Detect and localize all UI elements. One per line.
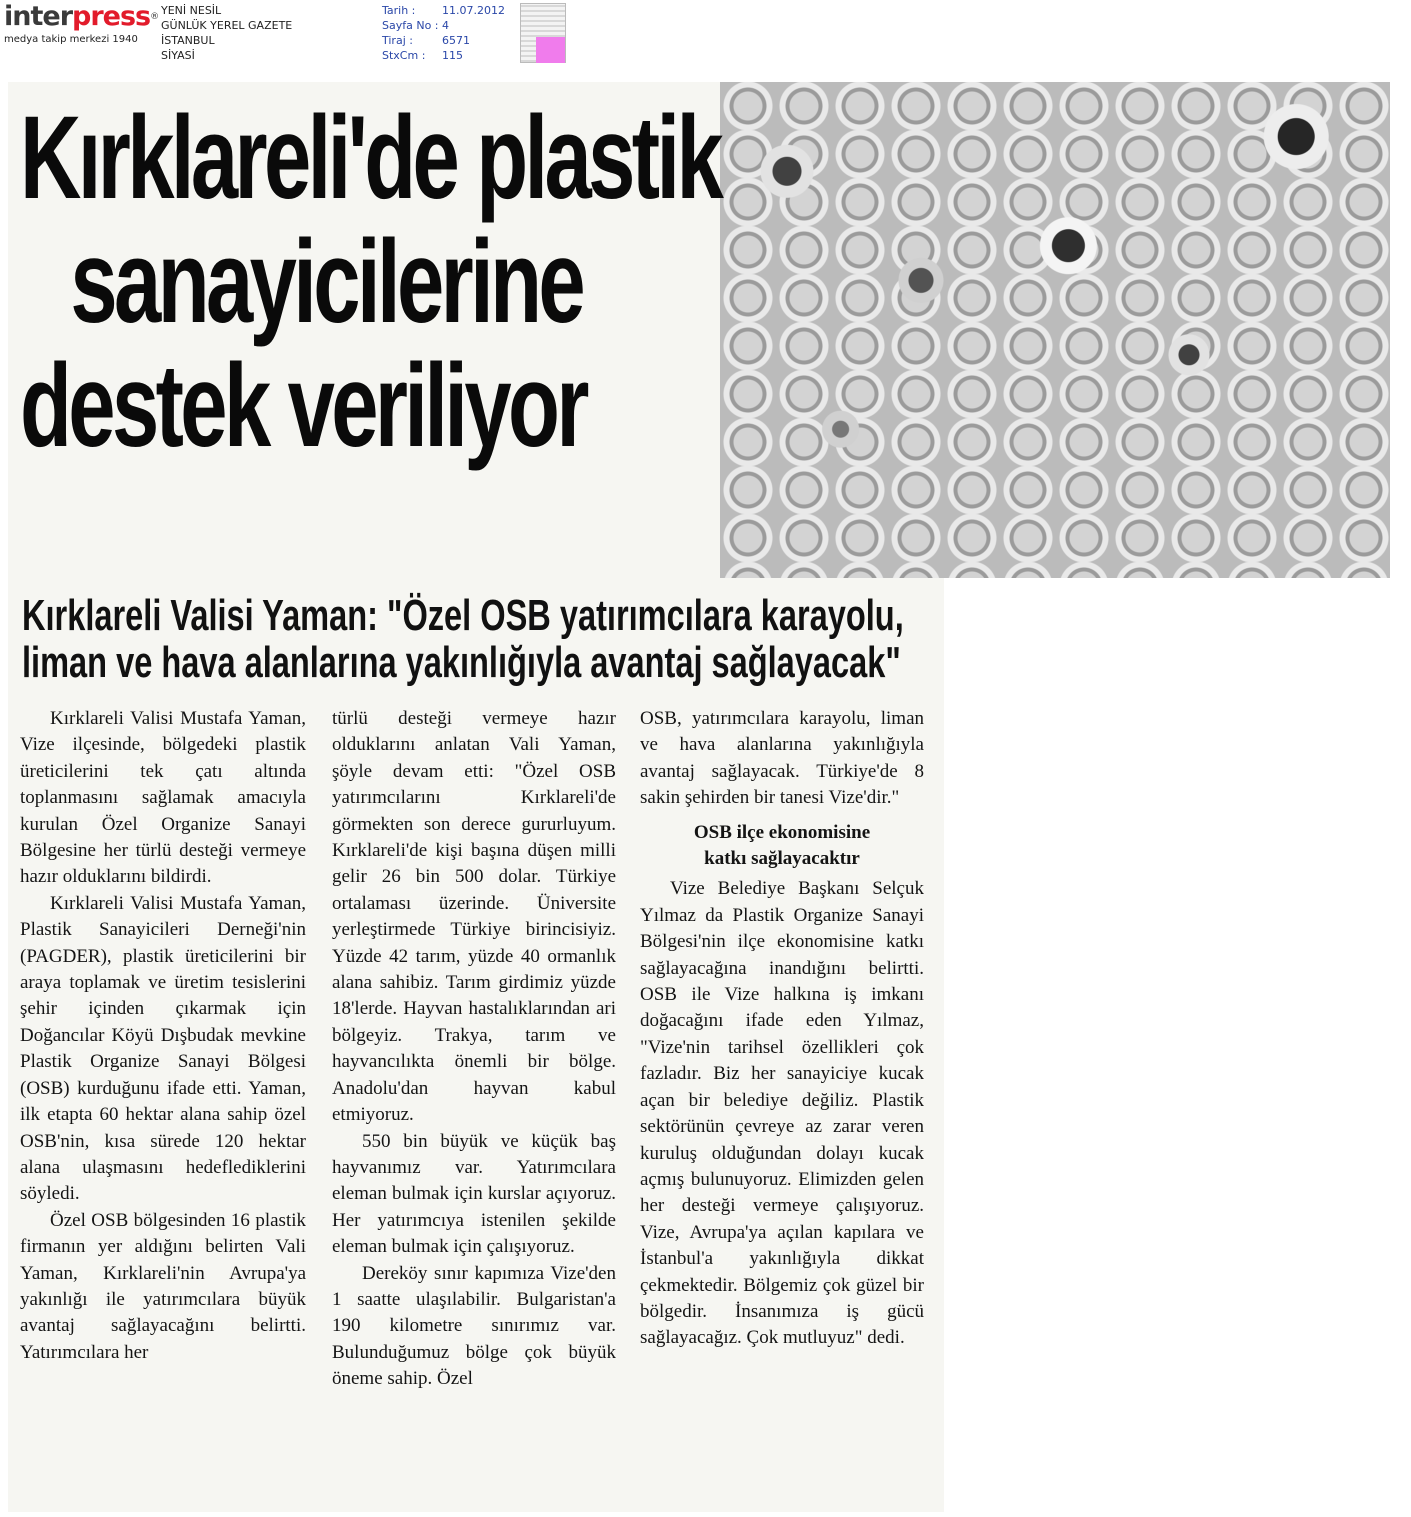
subhead-line-1: Kırklareli Valisi Yaman: "Özel OSB yatırımcılara karayolu, [22,591,904,640]
publication-category: SİYASİ [161,49,195,62]
paragraph: OSB, yatırımcılara karayolu, liman ve hava alanlarına yakınlığıyla avantaj sağlayacak. Türkiye'de 8 sakin şehirden bir tanesi Vize'dir." [640,708,924,809]
stxcm-label: StxCm : [382,49,426,62]
logo-inter: inter [4,1,73,32]
logo-registered-mark: ® [150,12,159,22]
plastic-pellets-photo [720,82,1390,578]
publication-type: GÜNLÜK YEREL GAZETE [161,19,293,32]
page-label: Sayfa No : [382,19,439,32]
paragraph: Kırklareli Valisi Mustafa Yaman, Plastik Sanayicileri Derneği'nin (PAGDER), plastik üreticilerini bir araya toplamak ve üretim tesislerini şehir içinden çıkarmak için Doğancılar Köyü Dışbudak mevkine Plastik Organize Sanayi Bölgesi (OSB) kurduğunu ifade etti. Yaman, ilk etapta 60 hektar alana sahip özel OSB'nin, kısa sürede 120 hektar alana ulaşmasını hedeflediklerini söyledi. [20,892,306,1205]
article-column-3 [640,706,924,1352]
paragraph: 550 bin büyük ve küçük baş hayvanımız var. Yatırımcılara eleman bulmak için kurslar açıyoruz. Her yatırımcıya istenilen şekilde eleman bulmak için çalışıyoruz. [332,1130,616,1258]
article-column-2 [332,706,616,1393]
page-value: 4 [442,19,449,32]
headline-line-3: destek veriliyor [20,340,586,472]
paragraph: Özel OSB bölgesinden 16 plastik firmanın yer aldığını belirten Vali Yaman, Kırklareli'nin Avrupa'ya yakınlığı ile yatırımcılara büyük avantaj sağlayacağını belirtti. Yatırımcılara her [20,1209,306,1363]
headline-line-2: sanayicilerine [70,216,583,348]
date-value: 11.07.2012 [442,4,505,17]
publication-city: İSTANBUL [161,34,215,47]
article-column-1 [20,706,306,1366]
subtitle-line-2: katkı sağlayacaktır [704,848,860,870]
stxcm-value: 115 [442,49,463,62]
circulation-value: 6571 [442,34,470,47]
meta-labels [382,3,439,63]
section-subtitle [640,820,924,873]
publication-name: YENİ NESİL [161,4,222,17]
meta-values [442,3,505,63]
paragraph: Vize Belediye Başkanı Selçuk Yılmaz da Plastik Organize Sanayi Bölgesi'nin ilçe ekonomisine katkı sağlayacağına inandığını belirtti. OSB ile Vize halkına iş imkanı doğacağını ifade eden Yılmaz, "Vize'nin tarihsel özellikleri çok fazladır. Biz her sanayiciye kucak açan bir belediye değiliz. Plastik sektörünün çevreye az zarar veren kuruluş olduğundan dolayı kucak açmış bulunuyoruz. Elimizden gelen her desteği vermeye çalışıyoruz. Vize, Avrupa'ya açılan kapılara ve İstanbul'a yakınlığıyla dikkat çekmektedir. Bölgemiz çok güzel bir bölgedir. İnsanımıza iş gücü sağlayacağız. Çok mutluyuz" dedi. [640,878,924,1349]
headline-line-1: Kırklareli'de plastik [20,92,721,224]
logo-wordmark [4,1,159,32]
paragraph: Dereköy sınır kapımıza Vize'den 1 saatte ulaşılabilir. Bulgaristan'a 190 kilometre sınırımız var. Bulunduğumuz bölge çok büyük öneme sahip. Özel [332,1262,616,1390]
date-label: Tarih : [382,4,416,17]
article-subheadline [22,592,932,686]
logo-press: press [72,1,151,32]
interpress-logo [4,1,159,45]
paragraph: türlü desteği vermeye hazır olduklarını anlatan Vali Yaman, şöyle devam etti: "Özel OSB yatırımcılarını Kırklareli'de görmekten son derece gururluyum. Kırklareli'de kişi başına düşen milli gelir 26 bin 500 dolar. Türkiye ortalaması üzerinde. Üniversite yerleştirmede Türkiye birincisiyiz. Yüzde 42 tarım, yüzde 40 ormanlık alana sahibiz. Tarım girdimiz yüzde 18'lerde. Hayvan hastalıklarından ari bölgeyiz. Trakya, tarım ve hayvancılıkta önemli bir bölge. Anadolu'dan hayvan kabul etmiyoruz. [332,708,616,1126]
clipping-header [0,0,1411,66]
circulation-label: Tiraj : [382,34,413,47]
page-thumbnail[interactable] [520,3,566,63]
thumbnail-highlight [536,37,565,63]
paragraph: Kırklareli Valisi Mustafa Yaman, Vize ilçesinde, bölgedeki plastik üreticilerini tek çatı altında toplanmasını sağlamak amacıyla kurulan Özel Organize Sanayi Bölgesine her türlü desteği vermeye hazır olduklarını bildirdi. [20,708,306,888]
subhead-line-2: liman ve hava alanlarına yakınlığıyla avantaj sağlayacak" [22,638,901,687]
subtitle-line-1: OSB ilçe ekonomisine [693,821,871,843]
article-headline [20,92,721,472]
logo-tagline: medya takip merkezi 1940 [4,34,138,45]
publication-info [161,3,292,63]
